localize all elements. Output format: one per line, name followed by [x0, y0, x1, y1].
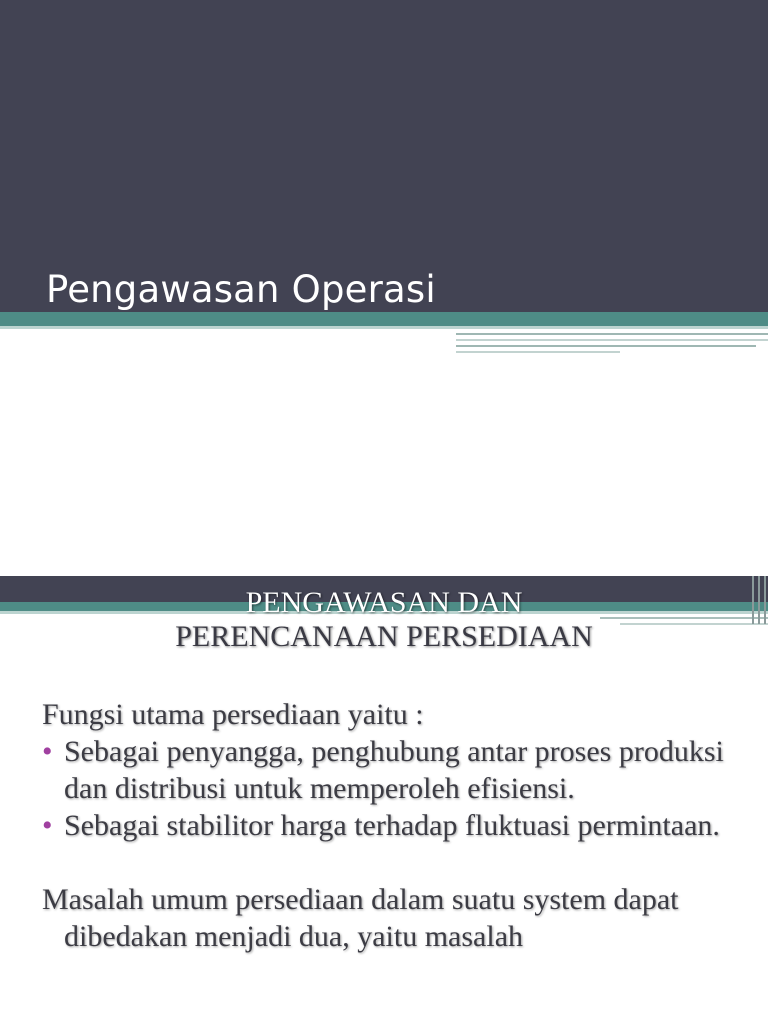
stripe-line [456, 345, 756, 347]
title-band [0, 0, 768, 312]
stripe-light [0, 326, 768, 329]
bullet-item [42, 807, 742, 844]
heading-line-1: PENGAWASAN DAN [245, 586, 523, 619]
slide-title-text: Pengawasan Operasi [46, 268, 436, 311]
paragraph-text: Masalah umum persediaan dalam suatu system dapat dibedakan menjadi dua, yaitu masalah [42, 883, 679, 953]
bullet-item [42, 733, 742, 807]
slide-body [42, 696, 742, 955]
stripe-line [456, 333, 768, 335]
spacer [42, 844, 742, 881]
teal-stripe [0, 312, 768, 326]
bullet-icon: • [42, 735, 53, 768]
heading-line-2: PERENCANAAN PERSEDIAAN [175, 620, 593, 653]
stripe-line [456, 351, 620, 353]
intro-text: Fungsi utama persediaan yaitu : [42, 698, 424, 731]
bullet-text: Sebagai penyangga, penghubung antar proses produksi dan distribusi untuk memperoleh efisiensi. [64, 735, 724, 805]
bullet-text: Sebagai stabilitor harga terhadap fluktuasi permintaan. [64, 809, 720, 842]
bullet-icon: • [42, 809, 53, 842]
slide-content [0, 576, 768, 1024]
stripe-line [456, 339, 768, 341]
slide-heading [0, 586, 768, 654]
